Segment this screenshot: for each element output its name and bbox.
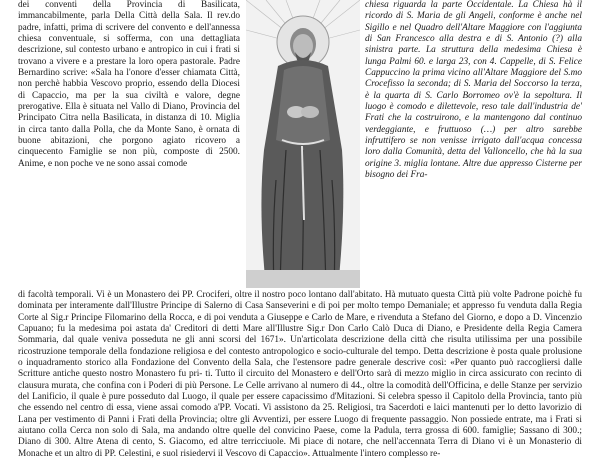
- full-width-text: [18, 290, 582, 460]
- left-column-text: dei conventi della Provincia di Basilicata, immancabilmente, parla Della Città della Sala. Il rev.do padre, infatti, prima di scrivere del convento e dell'annessa chiesa conventuale, si sofferma, con una dettagliata descrizione, sul contesto urbano e antropico in cui i frati si trovano a vivere e a prestare la loro opera pastorale. Padre Bernardino scrive: «Sala ha l'onore d'esser chiamata Città, non perchè habbia Vescovo proprio, essendo della Diocesi di Capaccio, ma per la sua civiltà e valore, degne prerogative. Ella è situata nel Vallo di Diano, Provincia del Principato Citra nella Basilicata, in distanza di 10. Miglia in circa tanto dalla Polla, che da Monte Sano, è ornata di buone abitazioni, che porgono agiato ricovero a cinquecento Famiglie se non più, composte di 2500. Anime, e non poche ve ne sono assai comode: [18, 0, 240, 169]
- left-text-column: [18, 0, 240, 170]
- right-column-italic: chiesa riguarda la parte Occidentale. La Chiesa hà il ricordo di S. Maria de gli Angeli, conforme è anche nel Sigillo e nel Quadro dell'Altare Maggiore con l'aggiunta di San Francesco alla destra e di S. Antonio (?) alla sinistra parte. La struttura della medesima Chiesa è lunga Palmi 60. e larga 23, con 4. Cappelle, di S. Felice Cappuccino la prima vicino all'Altare Maggiore del S.mo Crocefisso la seconda; di S. Maria del Soccorso la terza, è la quarta di S. Carlo Borromeo ov'è la sepoltura. Il luogo è comodo e dilettevole, reso tale dall'industria de' Frati che la costruirono, e la mantengono dal continuo verdeggiante, e fruttuoso (…) per altro sarebbe infruttifero se non venisse irrigato dall'acqua concessa loro dalla Comunità, detta del Valloncello, che hà la sua origine 3. miglia lontane. Altre due appresso Cisterne per bisogno dei Fra-: [365, 0, 582, 181]
- full-width-text-body: di facoltà temporali. Vi è un Monastero dei PP. Crociferi, oltre il nostro poco lontano dall'abitato. Hà mutuato questa Città più volte Padrone poichè fu dominata per interamente dall'Illustre Principe di Salerno di Casa Sanseverini e di poi per molto tempo Demaniale; et appresso fu venduta dalla Regia Corte al Sig.r Principe Filomarino della Rocca, e di poi venduta a Giuseppe e Carlo de Mare, e rivenduta a Stefano del Giorno, e dopo a D. Vincenzio Capuano; fu la medesima poi astata da' Creditori di detti Mare all'Illustre Sig.r Don Carlo Calò Duca di Diano, e Presidente della Regia Camera Sommaria, dal quale veniva posseduta ne gli anni scorsi del 1671». Un'articolata descrizione della città che risulta utilissima per una possibile ricostruzione temporale della fondazione religiosa e del contesto antropologico e socio-culturale del tempo. Detta descrizione è posta quale prolusione o inquadramento storico alla Fondazione del Convento della Sala, che l'estensore padre generale descrive così: «Per quanto può raccogliersi dalle Scritture antiche questo nostro Monastero fu pri- ti. Tutto il circuito del Monastero e dell'Orto sarà di mezzo miglio in circa assicurato con recinto di clausura murata, che confina con i Poderi di più Persone. Le Celle arrivano al numero di 44., oltre la comodità dell'Officina, e delle Stanze per servizio del Lanificio, il quale è pure posseduto dal Luogo, il quale per essere capacissimo d'Mitazioni. Si celebra spesso il Capitolo della Provincia, tanto più che essendo nel centro di essa, viene assai comodo a'PP. Vocati. Vi assistono da 25. Religiosi, tra Sacerdoti e laici mantenuti per lo detto lavorizio di Lana per vestimento di Panni i Frati della Provincia; oltre gli Avventizi, per essere Luogo di frequente passaggio. Non possiede entrate, ma i Frati si aiutano colla Cerca non solo di Sala, ma andando oltre quelle del convicino Paese, come la Padula, terra grossa di 600. famiglie; Sassano di 300.; Diano di 300. Altre Atena di cento, S. Giacomo, ed altre terricciuole. Mi piace di notare, che nell'accennata Terra di Diano vi è un Monasterio di Monache et un altro di PP. Celestini, e suol risiedervi il Vescovo di Capaccio». Attualmente l'intero complesso re-: [18, 290, 582, 459]
- right-text-column: [365, 0, 582, 182]
- saint-francis-figure: [246, 0, 360, 288]
- right-column-text: [365, 0, 582, 182]
- saint-illustration: [246, 0, 360, 288]
